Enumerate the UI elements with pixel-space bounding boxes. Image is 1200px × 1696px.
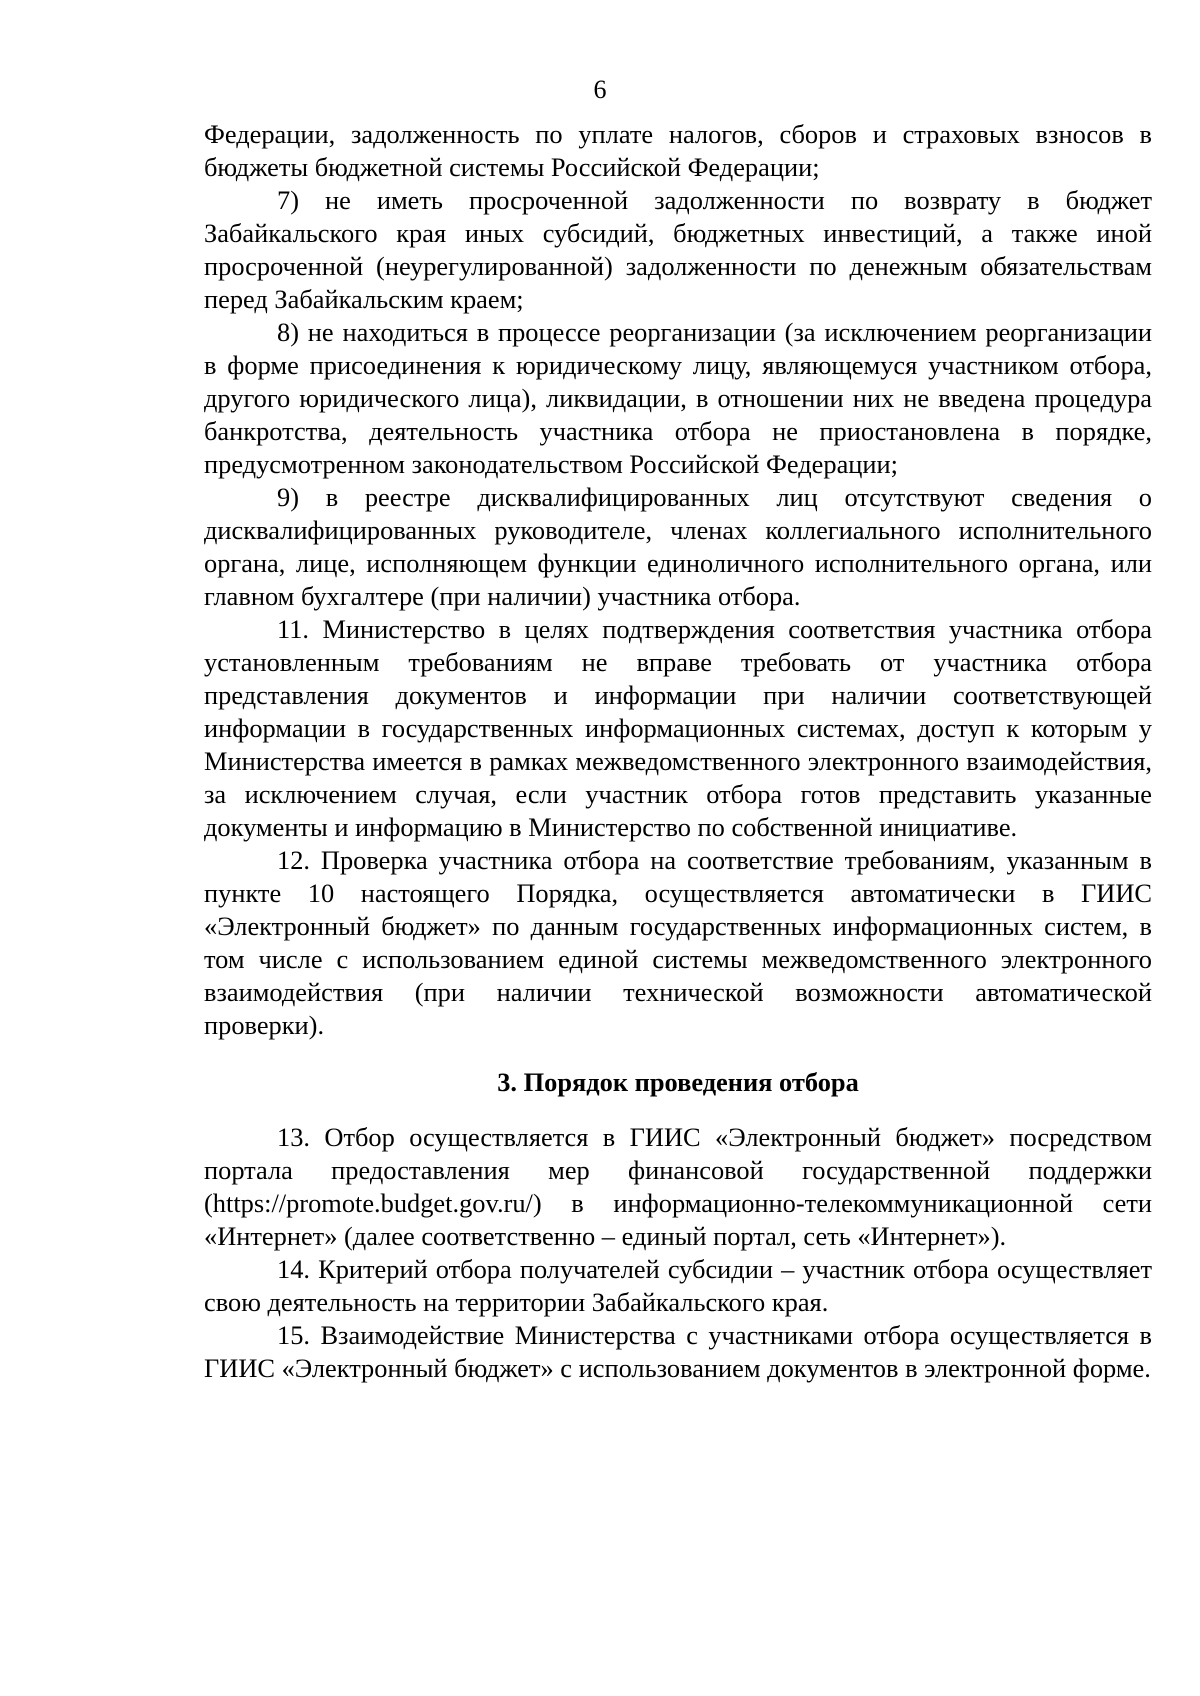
- paragraph-federation-debt: Федерации, задолженность по уплате налогов, сборов и страховых взносов в бюджеты бюджетной системы Российской Федерации;: [204, 119, 1152, 182]
- paragraph-item-9: 9) в реестре дисквалифицированных лиц отсутствуют сведения о дисквалифицированных руководителе, членах коллегиального исполнительного органа, лице, исполняющем функции единоличного исполнительного органа, или главном бухгалтере (при наличии) участника отбора.: [204, 482, 1152, 611]
- paragraph-clause-12: 12. Проверка участника отбора на соответствие требованиям, указанным в пункте 10 настоящего Порядка, осуществляется автоматически в ГИИС «Электронный бюджет» по данным государственных информационных систем, в том числе с использованием единой системы межведомственного электронного взаимодействия (при наличии технической возможности автоматической проверки).: [204, 845, 1152, 1040]
- paragraph-clause-14: 14. Критерий отбора получателей субсидии – участник отбора осуществляет свою деятельность на территории Забайкальского края.: [204, 1254, 1152, 1317]
- section-heading: 3. Порядок проведения отбора: [497, 1067, 859, 1097]
- document-body: [204, 118, 1152, 1385]
- paragraph-item-7: 7) не иметь просроченной задолженности по возврату в бюджет Забайкальского края иных субсидий, бюджетных инвестиций, а также иной просроченной (неурегулированной) задолженности по денежным обязательствам перед Забайкальским краем;: [204, 185, 1152, 314]
- page-number: 6: [593, 75, 607, 104]
- paragraphs-after-section: [204, 1121, 1152, 1385]
- paragraphs-before-section: [204, 118, 1152, 1042]
- paragraph-clause-11: 11. Министерство в целях подтверждения соответствия участника отбора установленным требованиям не вправе требовать от участника отбора представления документов и информации при наличии соответствующей информации в государственных информационных системах, доступ к которым у Министерства имеется в рамках межведомственного электронного взаимодействия, за исключением случая, если участник отбора готов представить указанные документы и информацию в Министерство по собственной инициативе.: [204, 614, 1152, 842]
- paragraph-clause-13: 13. Отбор осуществляется в ГИИС «Электронный бюджет» посредством портала предоставления мер финансовой государственной поддержки (https://promote.budget.gov.ru/) в информационно-телекоммуникационной сети «Интернет» (далее соответственно – единый портал, сеть «Интернет»).: [204, 1122, 1152, 1251]
- paragraph-item-8: 8) не находиться в процессе реорганизации (за исключением реорганизации в форме присоединения к юридическому лицу, являющемуся участником отбора, другого юридического лица), ликвидации, в отношении них не введена процедура банкротства, деятельность участника отбора не приостановлена в порядке, предусмотренном законодательством Российской Федерации;: [204, 317, 1152, 479]
- paragraph-clause-15: 15. Взаимодействие Министерства с участниками отбора осуществляется в ГИИС «Электронный бюджет» с использованием документов в электронной форме.: [204, 1320, 1152, 1383]
